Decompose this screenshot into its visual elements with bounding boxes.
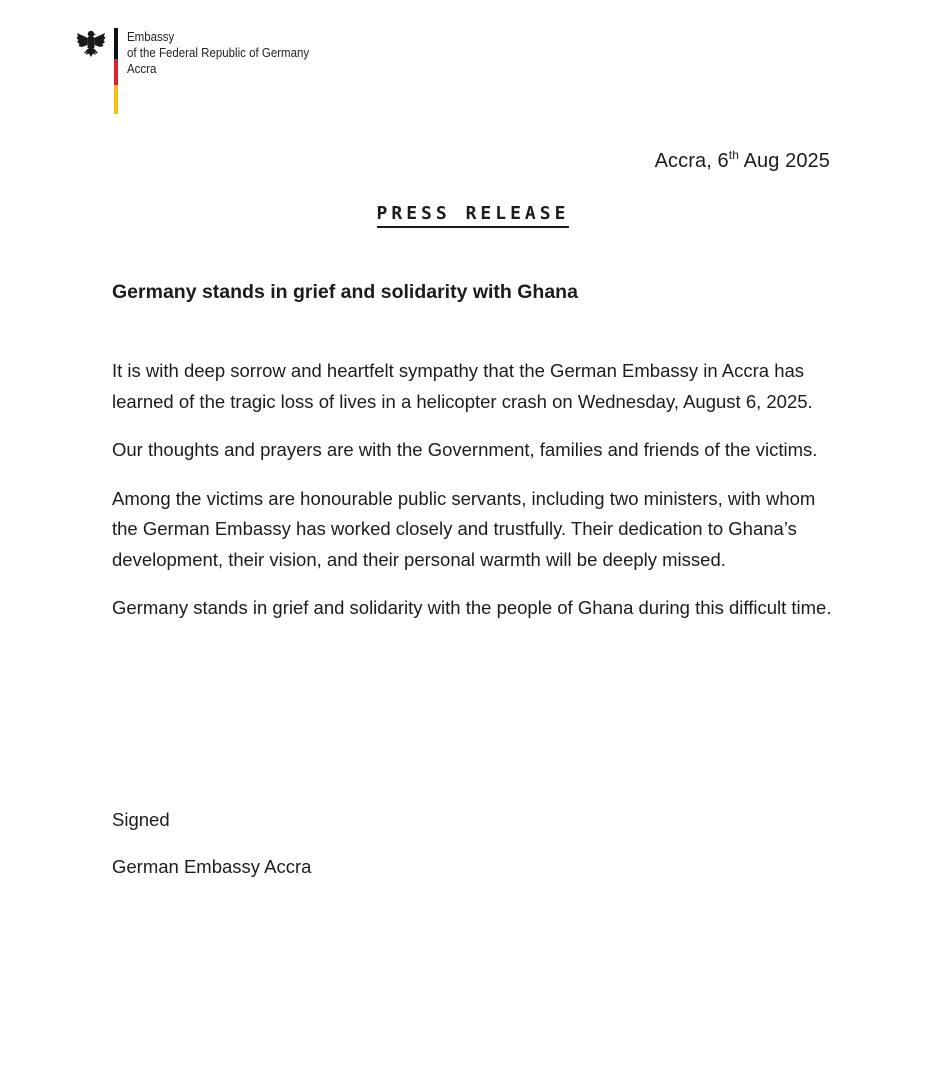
- date-place: Accra,: [654, 150, 712, 172]
- embassy-name: [127, 29, 309, 77]
- press-release-title-row: [0, 203, 942, 228]
- federal-eagle-icon: [76, 28, 106, 62]
- paragraph: Our thoughts and prayers are with the Government, families and friends of the victims.: [112, 439, 818, 460]
- paragraph: Germany stands in grief and solidarity with the people of Ghana during this difficult time.: [112, 597, 832, 618]
- press-release-title: PRESS RELEASE: [377, 203, 570, 228]
- letterhead: [76, 28, 396, 118]
- date-month-year: Aug 2025: [743, 150, 830, 172]
- org-line: of the Federal Republic of Germany: [127, 46, 310, 60]
- dateline: [655, 150, 830, 173]
- body-text: [112, 356, 842, 642]
- flag-bar: [114, 28, 118, 114]
- date-day: 6: [717, 150, 729, 172]
- date-day-suffix: th: [728, 148, 739, 162]
- org-line: Accra: [127, 62, 157, 76]
- headline: Germany stands in grief and solidarity with Ghana: [112, 281, 578, 303]
- flag-stripe-gold: [114, 85, 118, 114]
- flag-stripe-red: [114, 59, 118, 85]
- paragraph: Among the victims are honourable public servants, including two ministers, with whom the German Embassy has worked closely and trustfully. Their dedication to Ghana’s development, their vision, and their personal warmth will be deeply missed.: [112, 487, 816, 570]
- signer-name: German Embassy Accra: [112, 856, 312, 877]
- org-line: Embassy: [127, 30, 175, 44]
- paragraph: It is with deep sorrow and heartfelt sympathy that the German Embassy in Accra has learned of the tragic loss of lives in a helicopter crash on Wednesday, August 6, 2025.: [112, 360, 813, 412]
- flag-stripe-black: [114, 28, 118, 59]
- signed-label: Signed: [112, 809, 170, 830]
